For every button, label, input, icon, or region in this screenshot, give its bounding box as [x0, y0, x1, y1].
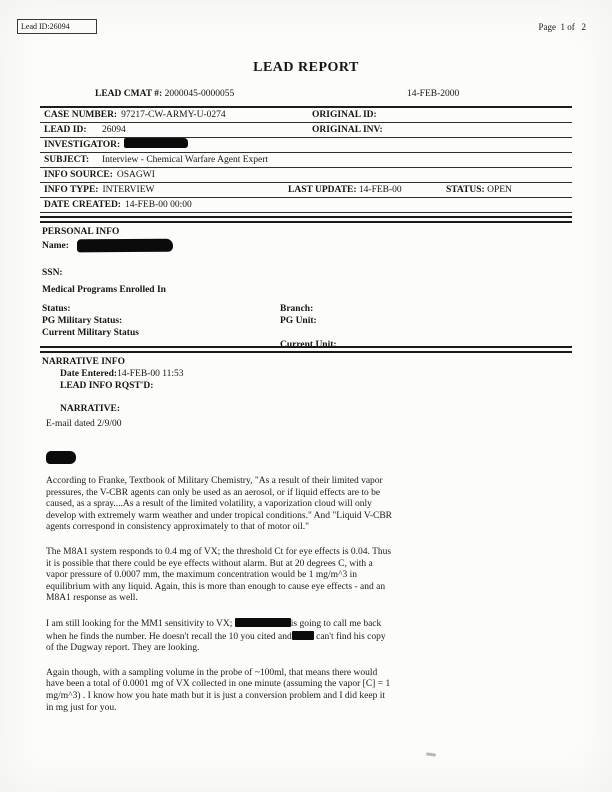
date-entered-label: Date Entered: [60, 369, 118, 379]
info-type-label: INFO TYPE: [44, 185, 99, 195]
date-created-value: 14-FEB-00 00:00 [124, 200, 192, 210]
form-row-info-type [40, 183, 572, 198]
name-row [42, 239, 574, 253]
investigator-label: INVESTIGATOR: [44, 140, 121, 150]
lead-id-label: LEAD ID: [44, 125, 87, 135]
page-number: Page 1 of 2 [538, 22, 586, 32]
info-type-value: INTERVIEW [102, 185, 155, 195]
lead-info-rqstd-label: LEAD INFO RQST'D: [60, 381, 154, 391]
ssn-label: SSN: [42, 268, 63, 278]
narrative-body [46, 476, 392, 714]
date-entered-value: 14-FEB-00 11:53 [117, 369, 184, 379]
current-military-empty [280, 327, 574, 339]
redaction-box-narrative [46, 451, 76, 464]
lead-cmat-date: 14-FEB-2000 [407, 89, 460, 99]
personal-info-title: PERSONAL INFO [42, 227, 120, 237]
name-label: Name: [42, 241, 69, 251]
subject-value: Interview - Chemical Warfare Agent Expert [102, 155, 269, 165]
section-divider-personal [40, 216, 572, 223]
lead-cmat-value: 2000045-0000055 [164, 89, 235, 99]
status-value: OPEN [487, 185, 512, 195]
narrative-info-title: NARRATIVE INFO [42, 357, 125, 367]
scan-artifact-mark [426, 752, 436, 756]
current-unit-label: Current Unit: [280, 340, 337, 350]
status-field-label: Status: [42, 304, 71, 314]
redaction-box-inline-1 [235, 618, 291, 627]
current-military-row [42, 327, 574, 339]
info-source-label: INFO SOURCE: [44, 170, 113, 180]
form-row-info-source [40, 168, 572, 183]
paragraph-3-part-3: can't find his copy of the Dugway report. They are looking. [46, 631, 386, 654]
narrative-paragraph-3 [46, 618, 392, 655]
last-update-value: 14-FEB-00 [358, 185, 402, 195]
branch-label: Branch: [280, 304, 314, 314]
narrative-info-section [42, 356, 574, 430]
paragraph-3-part-1: I am still looking for the MM1 sensitivity to VX; [46, 618, 235, 629]
lead-cmat-row [95, 89, 575, 99]
report-title: LEAD REPORT [253, 60, 359, 75]
lead-id-value: 26094 [102, 125, 126, 135]
pg-unit-label: PG Unit: [280, 316, 317, 326]
redaction-box-name [77, 239, 173, 253]
form-row-lead-id [40, 123, 572, 138]
redaction-box-investigator [124, 138, 188, 148]
original-id-label: ORIGINAL ID: [312, 110, 377, 120]
info-source-value: OSAGWI [116, 170, 155, 180]
form-row-investigator [40, 138, 572, 153]
email-dated-line: E-mail dated 2/9/00 [46, 419, 122, 429]
form-row-subject [40, 153, 572, 168]
paragraph-3-part-2: is going to call me back when he finds the number. He doesn't recall the 10 you cited and [46, 618, 382, 642]
lead-form-table [40, 106, 572, 213]
status-label: STATUS: [446, 185, 485, 195]
date-created-label: DATE CREATED: [44, 200, 121, 210]
current-military-status-label: Current Military Status [42, 328, 139, 338]
redaction-box-inline-2 [292, 631, 314, 640]
lead-cmat-label: LEAD CMAT #: [95, 89, 163, 99]
personal-info-section [42, 226, 574, 351]
original-inv-label: ORIGINAL INV: [312, 125, 383, 135]
section-divider-narrative [40, 346, 572, 353]
case-number-value: 97217-CW-ARMY-U-0274 [121, 110, 226, 120]
lead-id-box [17, 19, 97, 34]
subject-label: SUBJECT: [44, 155, 90, 165]
status-branch-row [42, 303, 574, 315]
pg-military-status-label: PG Military Status: [42, 316, 123, 326]
form-row-date-created [40, 198, 572, 213]
lead-id-box-text: Lead ID:26094 [21, 22, 70, 31]
narrative-paragraph-2: The M8A1 system responds to 0.4 mg of VX; the threshold Ct for eye effects is 0.04. Thus it is possible that there could be eye effects without alarm. But at 20 degrees C, with a vapor pressure of 0.0007 mm, the maximum concentration would be 1 mg/m^3 in equilibrium with any liquid. Again, this is more than enough to cause eye effects - and an M8A1 response as well. [46, 546, 392, 604]
medical-programs-label: Medical Programs Enrolled In [42, 285, 166, 295]
date-entered-row [60, 368, 574, 380]
narrative-label: NARRATIVE: [60, 404, 120, 414]
narrative-paragraph-4: Again though, with a sampling volume in the probe of ~100ml, that means there would have been a total of 0.0001 mg of VX collected in one minute (assuming the vapor [C] = 1 mg/m^3) . I know how you hate math but it is just a conversion problem and I did keep it in mg just for you. [46, 667, 391, 713]
narrative-paragraph-1: According to Franke, Textbook of Military Chemistry, "As a result of their limited vapor pressures, the V-CBR agents can only be used as an aerosol, or if liquid effects are to be caused, as a spray....As a result of the limited volatility, a vaporization cloud will only develop with extremely warm weather and under tropical conditions." And "Liquid V-CBR agents correspond in consistency approximately to that of motor oil." [46, 476, 392, 533]
form-row-case-number [40, 108, 572, 123]
pg-military-row [42, 315, 574, 327]
last-update-label: LAST UPDATE: [288, 185, 357, 195]
case-number-label: CASE NUMBER: [44, 110, 118, 120]
